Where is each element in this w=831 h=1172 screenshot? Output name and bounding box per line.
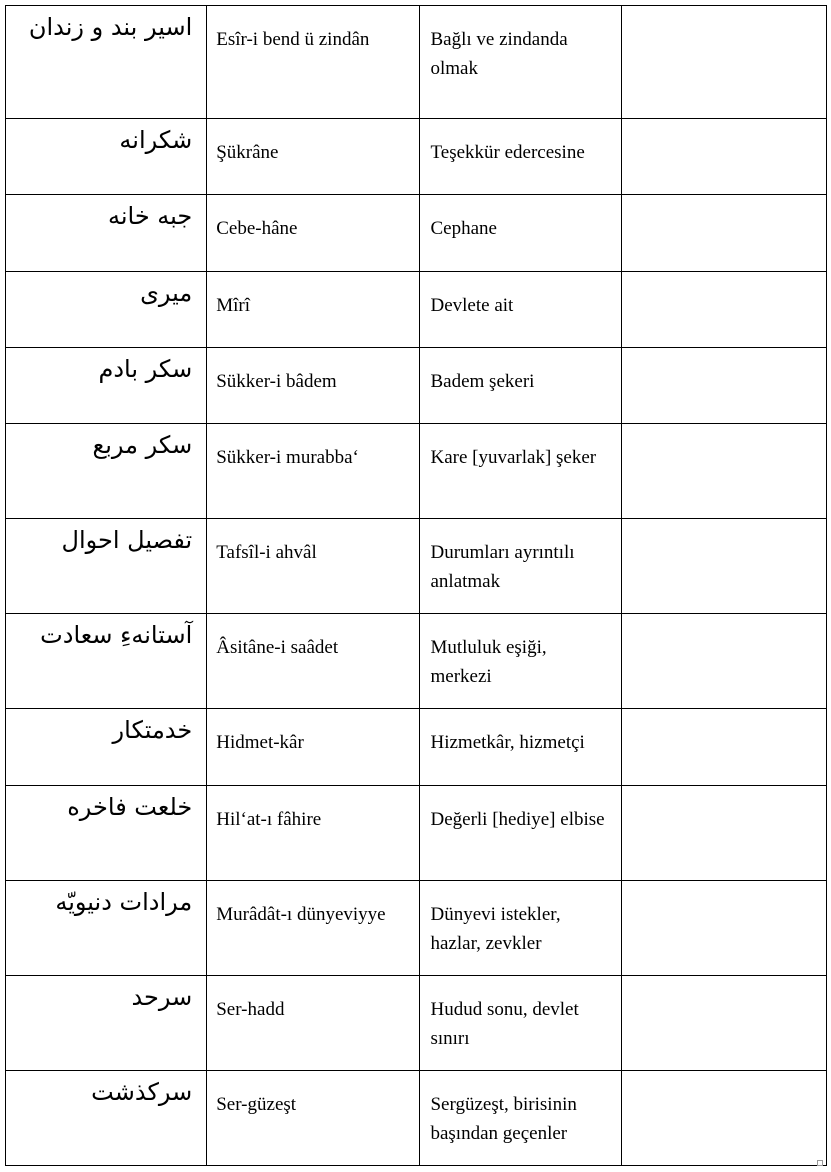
- glossary-table: [5, 5, 827, 1166]
- table-row: [6, 519, 827, 614]
- empty-notes-cell: [621, 881, 826, 976]
- table-row: [6, 119, 827, 195]
- table-row: [6, 709, 827, 786]
- table-row: [6, 976, 827, 1071]
- transliteration-cell: Ser-hadd: [207, 976, 420, 1071]
- meaning-cell: Sergüzeşt, birisinin başından geçenler: [420, 1071, 621, 1166]
- empty-notes-cell: [621, 614, 826, 709]
- transliteration-cell: Sükker-i bâdem: [207, 348, 420, 424]
- arabic-term-cell: سرکذشت: [6, 1071, 207, 1166]
- transliteration-cell: Ser-güzeşt: [207, 1071, 420, 1166]
- transliteration-cell: Hil‘at-ı fâhire: [207, 786, 420, 881]
- table-row: [6, 424, 827, 519]
- empty-notes-cell: [621, 519, 826, 614]
- glossary-table-body: [6, 6, 827, 1166]
- table-row: [6, 786, 827, 881]
- arabic-term-cell: آستانهءِ سعادت: [6, 614, 207, 709]
- meaning-cell: Hudud sonu, devlet sınırı: [420, 976, 621, 1071]
- transliteration-cell: Sükker-i murabba‘: [207, 424, 420, 519]
- empty-notes-cell: [621, 976, 826, 1071]
- transliteration-cell: Tafsîl-i ahvâl: [207, 519, 420, 614]
- empty-notes-cell: [621, 195, 826, 272]
- transliteration-cell: Âsitâne-i saâdet: [207, 614, 420, 709]
- arabic-term-cell: جبه خانه: [6, 195, 207, 272]
- empty-notes-cell: [621, 348, 826, 424]
- arabic-term-cell: مرادات دنیویّه: [6, 881, 207, 976]
- arabic-term-cell: سکر مربع: [6, 424, 207, 519]
- meaning-cell: Dünyevi istekler, hazlar, zevkler: [420, 881, 621, 976]
- transliteration-cell: Şükrâne: [207, 119, 420, 195]
- empty-notes-cell: [621, 6, 826, 119]
- meaning-cell: Hizmetkâr, hizmetçi: [420, 709, 621, 786]
- arabic-term-cell: اسیر بند و زندان: [6, 6, 207, 119]
- meaning-cell: Kare [yuvarlak] şeker: [420, 424, 621, 519]
- meaning-cell: Mutluluk eşiği, merkezi: [420, 614, 621, 709]
- table-row: [6, 881, 827, 976]
- meaning-cell: Teşekkür edercesine: [420, 119, 621, 195]
- empty-notes-cell: [621, 119, 826, 195]
- page-corner-marker: [817, 1160, 823, 1166]
- arabic-term-cell: خدمتکار: [6, 709, 207, 786]
- arabic-term-cell: تفصیل احوال: [6, 519, 207, 614]
- table-row: [6, 1071, 827, 1166]
- table-row: [6, 6, 827, 119]
- empty-notes-cell: [621, 709, 826, 786]
- transliteration-cell: Esîr-i bend ü zindân: [207, 6, 420, 119]
- transliteration-cell: Mîrî: [207, 272, 420, 348]
- table-row: [6, 272, 827, 348]
- arabic-term-cell: سکر بادم: [6, 348, 207, 424]
- meaning-cell: Devlete ait: [420, 272, 621, 348]
- meaning-cell: Durumları ayrıntılı anlatmak: [420, 519, 621, 614]
- transliteration-cell: Hidmet-kâr: [207, 709, 420, 786]
- empty-notes-cell: [621, 424, 826, 519]
- arabic-term-cell: میری: [6, 272, 207, 348]
- table-row: [6, 195, 827, 272]
- arabic-term-cell: شکرانه: [6, 119, 207, 195]
- meaning-cell: Badem şekeri: [420, 348, 621, 424]
- transliteration-cell: Murâdât-ı dünyeviyye: [207, 881, 420, 976]
- meaning-cell: Değerli [hediye] elbise: [420, 786, 621, 881]
- empty-notes-cell: [621, 786, 826, 881]
- meaning-cell: Bağlı ve zindanda olmak: [420, 6, 621, 119]
- arabic-term-cell: خلعت فاخره: [6, 786, 207, 881]
- empty-notes-cell: [621, 272, 826, 348]
- empty-notes-cell: [621, 1071, 826, 1166]
- meaning-cell: Cephane: [420, 195, 621, 272]
- transliteration-cell: Cebe-hâne: [207, 195, 420, 272]
- table-row: [6, 614, 827, 709]
- table-row: [6, 348, 827, 424]
- arabic-term-cell: سرحد: [6, 976, 207, 1071]
